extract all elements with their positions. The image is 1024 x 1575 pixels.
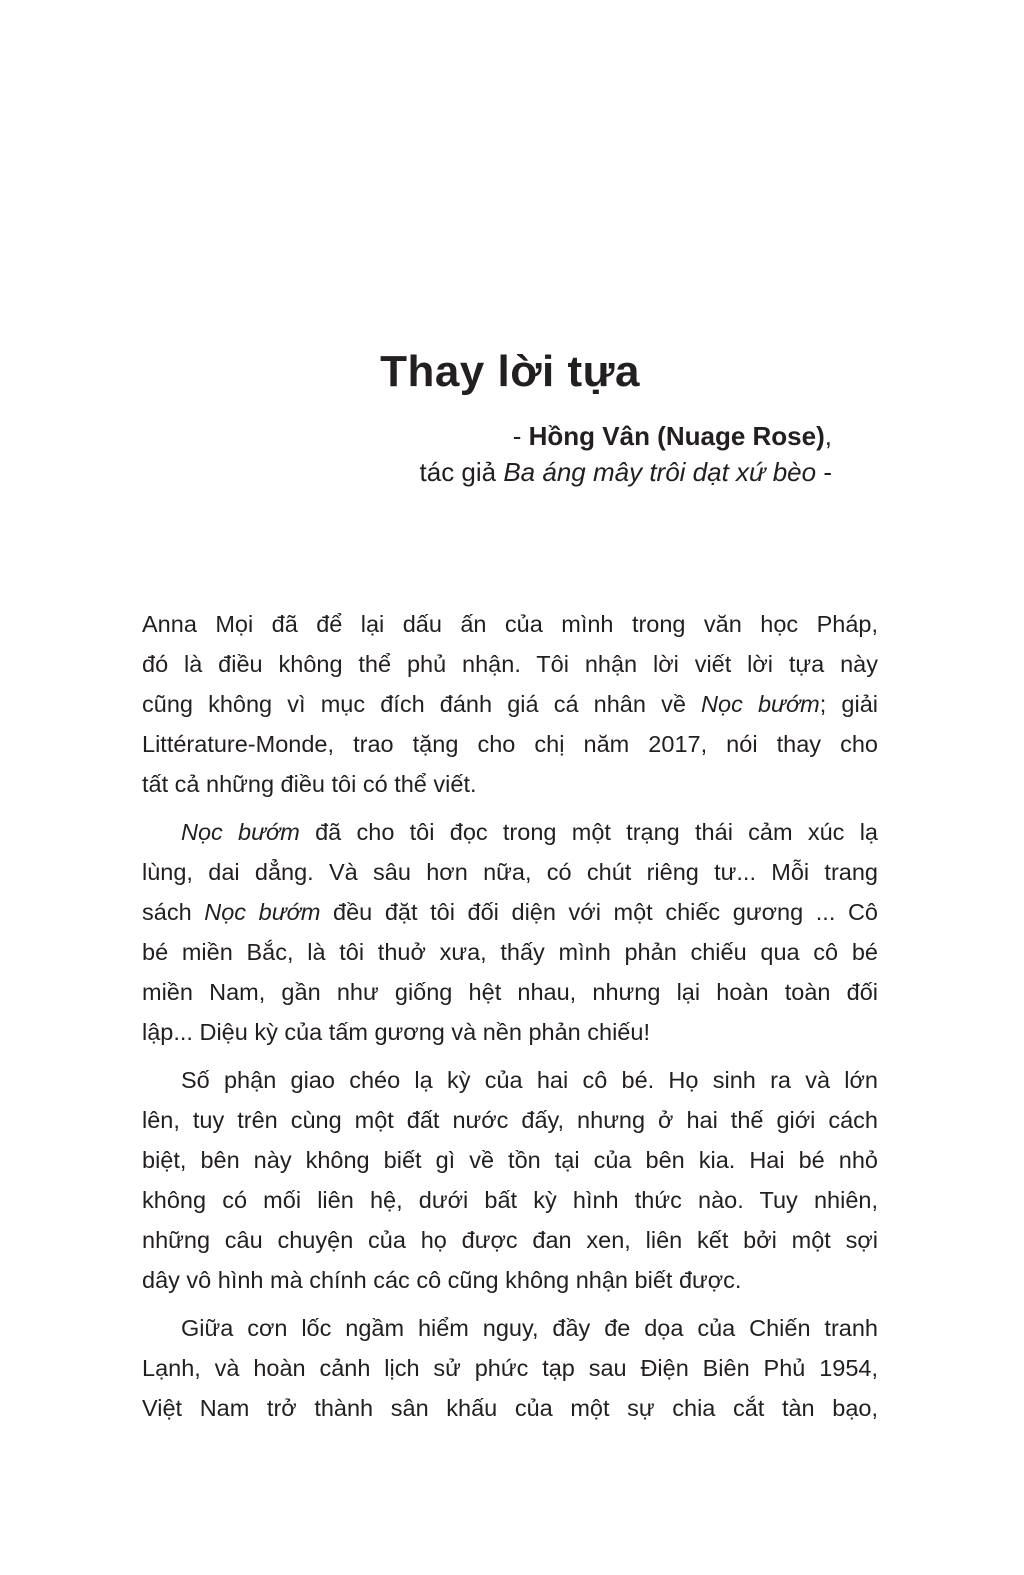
text-span: miền Nam, gần như giống hệt nhau, nhưng lại hoàn toàn đối [142,979,878,1005]
attribution-book-prefix: tác giả [419,457,504,487]
text-span: Lạnh, và hoàn cảnh lịch sử phức tạp sau Điện Biên Phủ 1954, [142,1355,878,1381]
text-span: đều đặt tôi đối diện với một chiếc gương ... Cô [320,899,878,925]
paragraph [142,1308,878,1428]
text-line [142,1260,878,1300]
text-span: Giữa cơn lốc ngầm hiểm nguy, đầy đe dọa của Chiến tranh [181,1315,878,1341]
text-line [142,684,878,724]
text-span: đã cho tôi đọc trong một trạng thái cảm xúc lạ [299,819,878,845]
italic-book-title: Nọc bướm [181,819,300,845]
text-line [142,764,878,804]
text-span: Số phận giao chéo lạ kỳ của hai cô bé. Họ sinh ra và lớn [181,1067,878,1093]
body-text [142,604,878,1436]
text-span: dây vô hình mà chính các cô cũng không nhận biết được. [142,1267,742,1293]
author-name: Hồng Vân (Nuage Rose) [528,421,825,451]
text-line [142,1308,878,1348]
text-span: lập... Diệu kỳ của tấm gương và nền phản chiếu! [142,1019,650,1045]
text-line [142,1348,878,1388]
text-span: những câu chuyện của họ được đan xen, liên kết bởi một sợi [142,1227,878,1253]
paragraph [142,812,878,1052]
paragraph [142,1060,878,1300]
attribution [420,418,832,490]
text-span: bé miền Bắc, là tôi thuở xưa, thấy mình phản chiếu qua cô bé [142,939,878,965]
attribution-author-line [420,418,832,454]
text-line [142,1140,878,1180]
paragraph [142,604,878,804]
italic-book-title: Nọc bướm [204,899,321,925]
text-span: không có mối liên hệ, dưới bất kỳ hình thức nào. Tuy nhiên, [142,1187,878,1213]
attribution-suffix: , [824,421,832,451]
attribution-book-line [420,454,832,490]
text-line [142,1100,878,1140]
text-span: sách [142,899,205,925]
text-span: tất cả những điều tôi có thể viết. [142,771,477,797]
text-line [142,1180,878,1220]
italic-book-title: Nọc bướm [701,691,820,717]
text-line [142,932,878,972]
text-line [142,604,878,644]
text-span: biệt, bên này không biết gì về tồn tại của bên kia. Hai bé nhỏ [142,1147,878,1173]
attribution-book-suffix: - [816,457,832,487]
text-line [142,812,878,852]
attribution-prefix: - [512,421,529,451]
text-line [142,852,878,892]
text-line [142,892,878,932]
text-line [142,1060,878,1100]
text-line [142,972,878,1012]
text-line [142,1220,878,1260]
text-line [142,1012,878,1052]
text-span: Littérature-Monde, trao tặng cho chị năm 2017, nói thay cho [142,731,878,757]
text-span: cũng không vì mục đích đánh giá cá nhân về [142,691,702,717]
text-span: Việt Nam trở thành sân khấu của một sự chia cắt tàn bạo, [142,1395,878,1421]
text-span: Anna Mọi đã để lại dấu ấn của mình trong văn học Pháp, [142,611,878,637]
text-line [142,1388,878,1428]
text-span: lùng, dai dẳng. Và sâu hơn nữa, có chút riêng tư... Mỗi trang [142,859,878,885]
page-title: Thay lời tựa [380,347,640,397]
text-line [142,644,878,684]
book-title: Ba áng mây trôi dạt xứ bèo [503,457,817,487]
text-span: lên, tuy trên cùng một đất nước đấy, nhưng ở hai thế giới cách [142,1107,878,1133]
text-span: đó là điều không thể phủ nhận. Tôi nhận lời viết lời tựa này [142,651,878,677]
text-line [142,724,878,764]
text-span: ; giải [819,691,878,717]
